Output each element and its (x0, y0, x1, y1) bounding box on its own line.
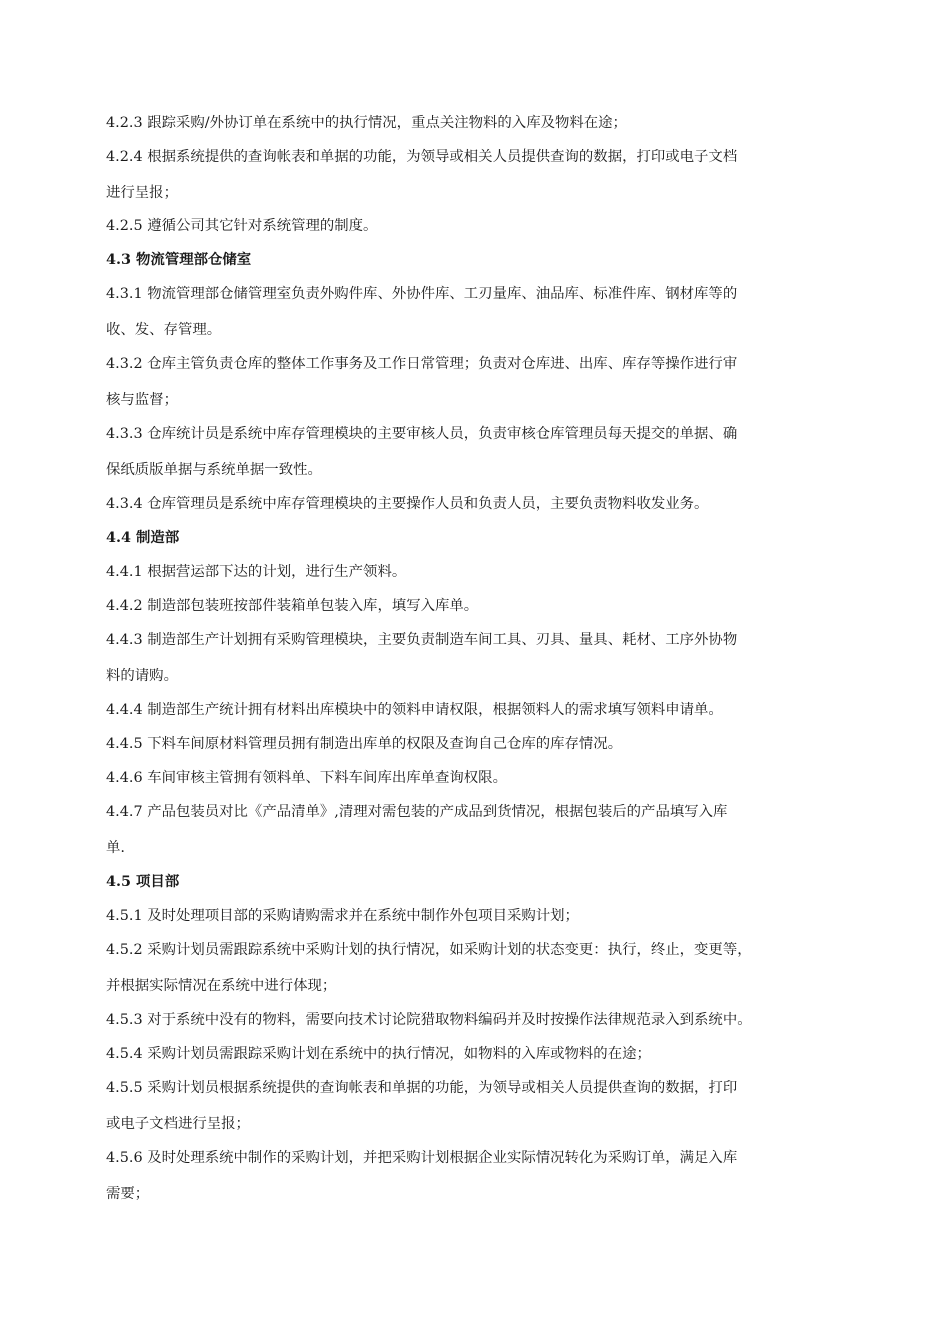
text-line-4-5-3: 4.5.3 对于系统中没有的物料，需要向技术讨论院猎取物料编码并及时按操作法律规范录入到系统中。 (106, 1012, 752, 1028)
text-line-4-5-1: 4.5.1 及时处理项目部的采购请购需求并在系统中制作外包项目采购计划； (106, 908, 579, 924)
text-line-4-3-2: 4.3.2 仓库主管负责仓库的整体工作事务及工作日常管理；负责对仓库进、出库、库存等操作进行审 (106, 356, 738, 372)
text-line-4-4-3-cont: 料的请购。 (106, 668, 178, 684)
text-line-4-3-2-cont: 核与监督； (106, 392, 178, 408)
text-line-4-5-2-cont: 并根据实际情况在系统中进行体现； (106, 978, 337, 994)
text-line-4-5-5: 4.5.5 采购计划员根据系统提供的查询帐表和单据的功能，为领导或相关人员提供查询的数据，打印 (106, 1080, 738, 1096)
text-line-4-4-7-cont: 单. (106, 840, 125, 856)
text-line-4-5-6: 4.5.6 及时处理系统中制作的采购计划，并把采购计划根据企业实际情况转化为采购订单，满足入库 (106, 1150, 738, 1166)
text-line-4-4-4: 4.4.4 制造部生产统计拥有材料出库模块中的领料申请权限，根据领料人的需求填写领料申请单。 (106, 702, 723, 718)
text-line-4-5-2: 4.5.2 采购计划员需跟踪系统中采购计划的执行情况，如采购计划的状态变更：执行，终止，变更等， (106, 942, 752, 958)
text-line-4-2-4-cont: 进行呈报； (106, 185, 178, 201)
text-line-4-5-6-cont: 需要； (106, 1186, 150, 1202)
section-heading-4-5: 4.5 项目部 (106, 873, 180, 890)
text-line-4-3-1: 4.3.1 物流管理部仓储管理室负责外购件库、外协件库、工刃量库、油品库、标准件库、钢材库等的 (106, 286, 738, 302)
text-line-4-2-3: 4.2.3 跟踪采购/外协订单在系统中的执行情况，重点关注物料的入库及物料在途； (106, 115, 627, 131)
text-line-4-4-3: 4.4.3 制造部生产计划拥有采购管理模块，主要负责制造车间工具、刃具、量具、耗材、工序外协物 (106, 632, 738, 648)
text-line-4-2-4: 4.2.4 根据系统提供的查询帐表和单据的功能，为领导或相关人员提供查询的数据，打印或电子文档 (106, 149, 738, 165)
text-line-4-3-4: 4.3.4 仓库管理员是系统中库存管理模块的主要操作人员和负责人员，主要负责物料收发业务。 (106, 496, 709, 512)
text-line-4-4-1: 4.4.1 根据营运部下达的计划，进行生产领料。 (106, 564, 407, 580)
text-line-4-4-5: 4.4.5 下料车间原材料管理员拥有制造出库单的权限及查询自己仓库的库存情况。 (106, 736, 623, 752)
text-line-4-2-5: 4.2.5 遵循公司其它针对系统管理的制度。 (106, 218, 378, 234)
text-line-4-5-4: 4.5.4 采购计划员需跟踪采购计划在系统中的执行情况，如物料的入库或物料的在途； (106, 1046, 651, 1062)
text-line-4-5-5-cont: 或电子文档进行呈报； (106, 1116, 250, 1132)
text-line-4-3-3-cont: 保纸质版单据与系统单据一致性。 (106, 462, 322, 478)
text-line-4-4-7: 4.4.7 产品包装员对比《产品清单》,清理对需包装的产成品到货情况，根据包装后的产品填写入库 (106, 804, 728, 820)
text-line-4-4-6: 4.4.6 车间审核主管拥有领料单、下料车间库出库单查询权限。 (106, 770, 507, 786)
text-line-4-4-2: 4.4.2 制造部包装班按部件装箱单包装入库，填写入库单。 (106, 598, 479, 614)
text-line-4-3-3: 4.3.3 仓库统计员是系统中库存管理模块的主要审核人员，负责审核仓库管理员每天提交的单据、确 (106, 426, 738, 442)
text-line-4-3-1-cont: 收、发、存管理。 (106, 322, 222, 338)
section-heading-4-4: 4.4 制造部 (106, 529, 180, 546)
section-heading-4-3: 4.3 物流管理部仓储室 (106, 251, 252, 268)
